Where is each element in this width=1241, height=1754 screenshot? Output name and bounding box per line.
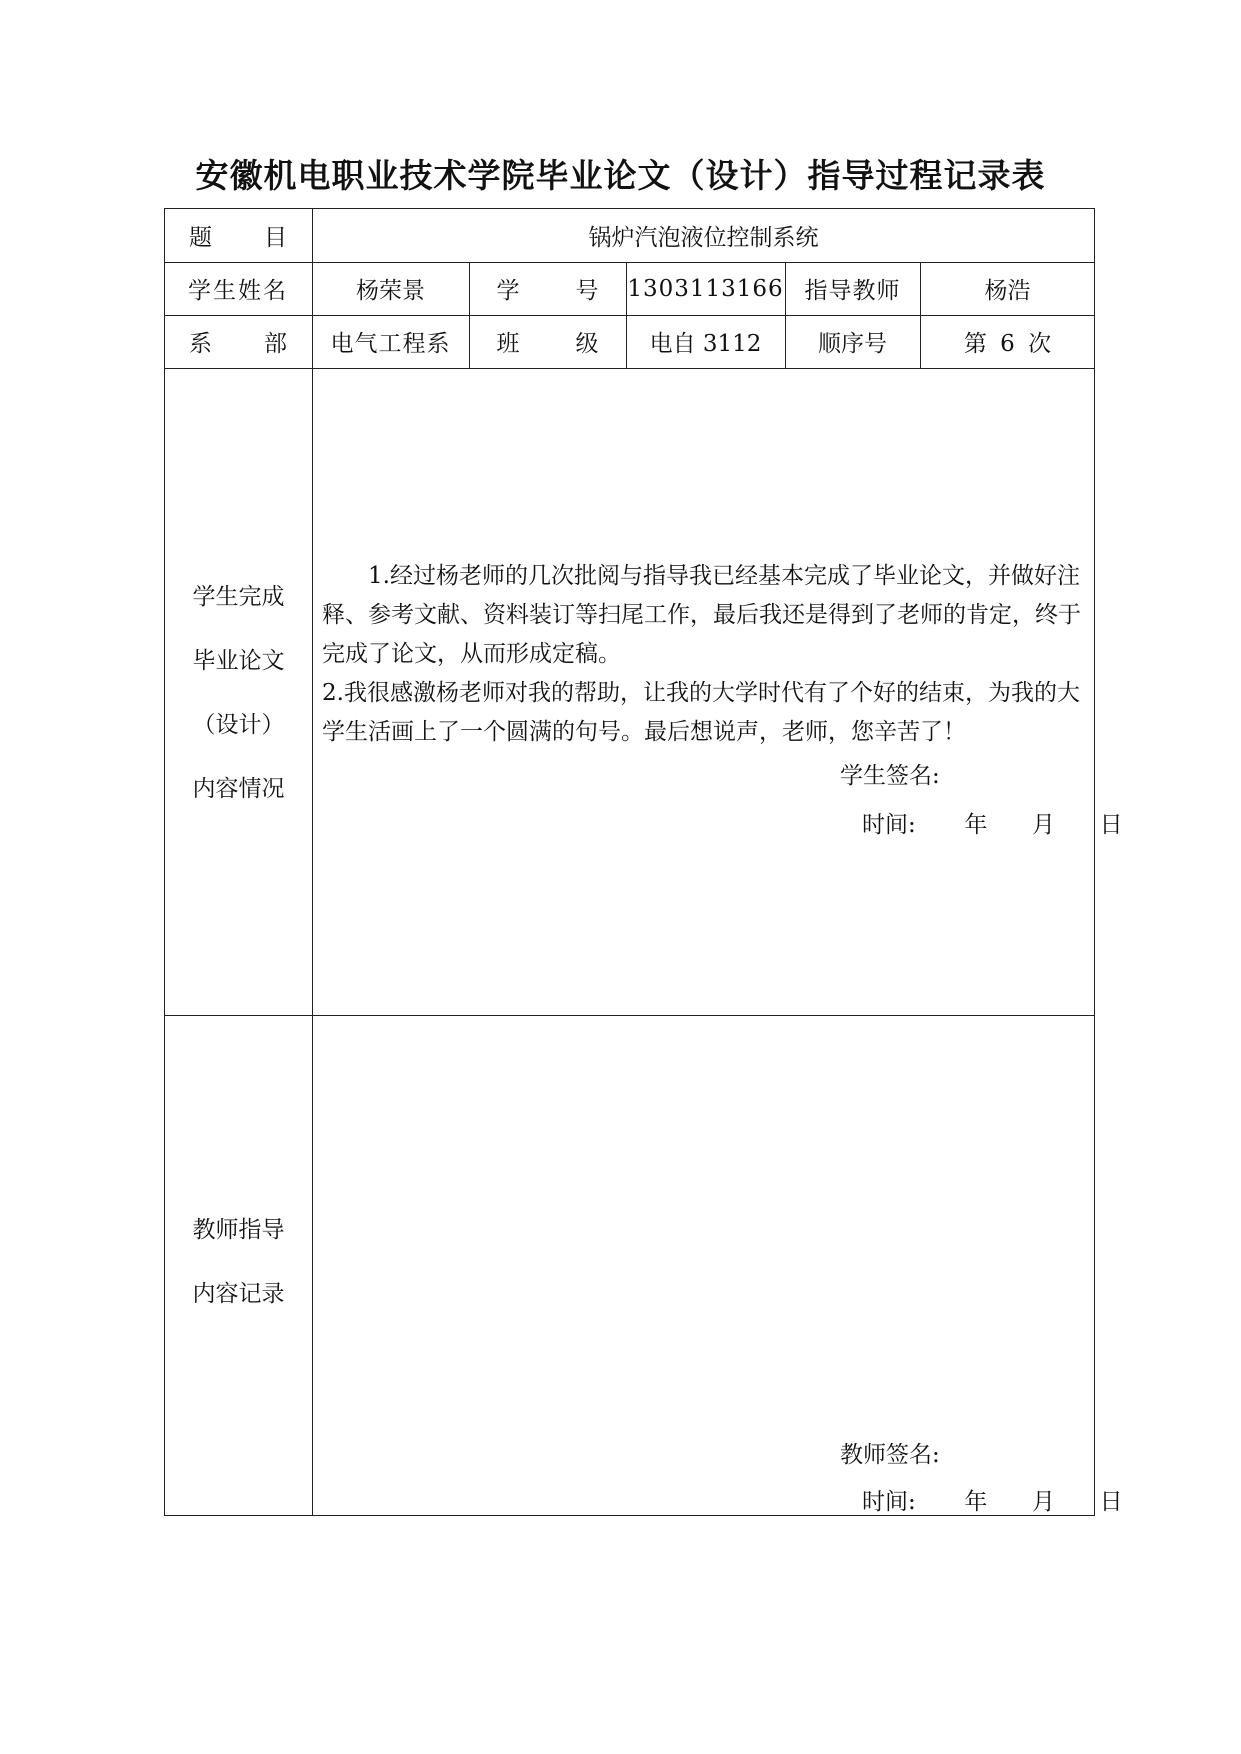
student-paragraph-1: 1.经过杨老师的几次批阅与指导我已经基本完成了毕业论文，并做好注释、参考文献、资料装订等扫尾工作，最后我还是得到了老师的肯定，终于完成了论文，从而形成定稿。 <box>322 563 1081 667</box>
day-label: 日 <box>1099 1489 1123 1515</box>
student-id-label-b: 号 <box>575 278 599 304</box>
time-label: 时间: <box>862 812 916 838</box>
topic-label-b: 目 <box>264 224 287 251</box>
class-label <box>469 315 626 368</box>
topic-label-a: 题 <box>189 224 212 251</box>
month-label: 月 <box>1032 812 1055 838</box>
year-label: 年 <box>964 812 988 838</box>
time-label: 时间: <box>862 1489 916 1515</box>
class-label-b: 级 <box>575 331 599 357</box>
student-paragraph-2: 2.我很感激杨老师对我的帮助，让我的大学时代有了个好的结束，为我的大学生活画上了一个圆满的句号。最后想说声，老师，您辛苦了！ <box>322 680 1080 745</box>
month-label: 月 <box>1032 1489 1055 1515</box>
sequence-value: 第 6 次 <box>963 331 1052 357</box>
page-title: 安徽机电职业技术学院毕业论文（设计）指导过程记录表 <box>195 156 1046 195</box>
year-label: 年 <box>964 1489 988 1515</box>
student-section-label-line: （设计） <box>192 712 285 738</box>
student-signature-label: 学生签名: <box>840 763 940 789</box>
student-section-label <box>164 565 313 821</box>
student-section-label-line: 内容情况 <box>192 776 285 802</box>
dept-value: 电气工程系 <box>330 331 451 357</box>
class-value: 电自 3112 <box>649 331 762 357</box>
student-id-label-a: 学 <box>496 278 520 304</box>
dept-label <box>164 315 312 368</box>
student-name-value: 杨荣景 <box>356 278 425 304</box>
topic-label <box>164 208 312 262</box>
student-id-value: 1303113166 <box>627 275 784 302</box>
student-date-line <box>862 806 1123 839</box>
dept-label-b: 部 <box>264 331 287 357</box>
teacher-section-label <box>164 1198 313 1326</box>
teacher-value: 杨浩 <box>984 278 1031 304</box>
student-name-label: 学生姓名 <box>188 278 288 304</box>
teacher-section-label-line: 内容记录 <box>192 1281 285 1307</box>
teacher-date-line <box>862 1483 1123 1516</box>
student-section-label-line: 毕业论文 <box>192 648 285 674</box>
sequence-label: 顺序号 <box>818 331 887 357</box>
row-divider <box>164 368 1095 369</box>
teacher-signature-label: 教师签名: <box>840 1442 940 1468</box>
topic-value: 锅炉汽泡液位控制系统 <box>588 224 819 251</box>
student-id-label <box>469 262 626 315</box>
day-label: 日 <box>1099 812 1123 838</box>
dept-label-a: 系 <box>189 331 212 357</box>
teacher-section-label-line: 教师指导 <box>192 1217 285 1243</box>
teacher-label: 指导教师 <box>804 278 901 304</box>
row-divider <box>164 1015 1095 1016</box>
class-label-a: 班 <box>496 331 520 357</box>
student-section-label-line: 学生完成 <box>192 584 285 610</box>
